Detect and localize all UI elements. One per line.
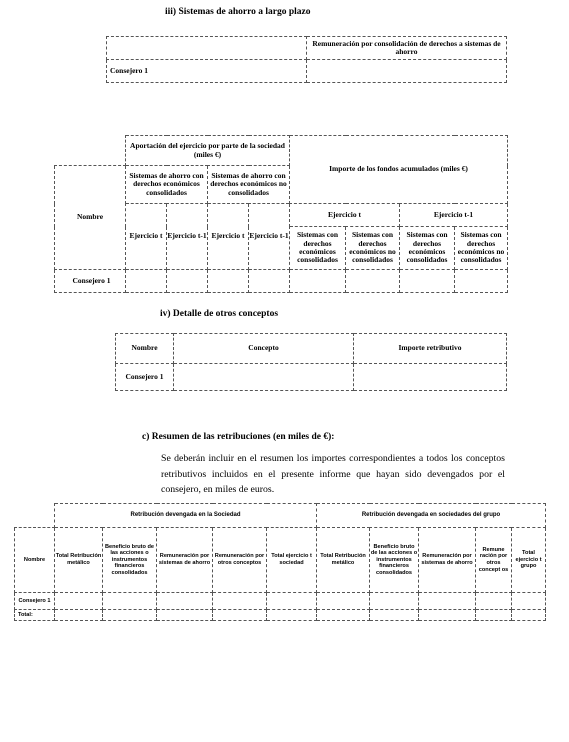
header-nombre: Nombre bbox=[15, 528, 55, 593]
data-cell bbox=[512, 593, 546, 610]
header-remuneracion-otros-conceptos: Remuneración por otros conceptos bbox=[213, 528, 267, 593]
row-label-consejero-1: Consejero 1 bbox=[15, 593, 55, 610]
header-beneficio-bruto-grupo: Beneficio bruto de las acciones o instrumentos financieros consolidados bbox=[370, 528, 419, 593]
data-cell bbox=[346, 270, 400, 293]
data-cell bbox=[157, 593, 213, 610]
header-importe-retributivo: Importe retributivo bbox=[354, 334, 507, 364]
data-cell bbox=[455, 270, 508, 293]
header-total-ejercicio-sociedad: Total ejercicio t sociedad bbox=[267, 528, 317, 593]
data-cell bbox=[249, 270, 290, 293]
data-cell bbox=[419, 593, 476, 610]
header-ejercicio-t1-group: Ejercicio t-1 bbox=[400, 204, 508, 227]
header-remuneracion-consolidacion: Remuneración por consolidación de derechos a sistemas de ahorro bbox=[307, 37, 507, 60]
table-otros-conceptos bbox=[115, 333, 507, 391]
header-beneficio-bruto: Beneficio bruto de las acciones o instrumentos financieros consolidados bbox=[103, 528, 157, 593]
data-cell bbox=[126, 270, 167, 293]
header-ejercicio-t: Ejercicio t bbox=[208, 204, 249, 270]
header-remuneracion-sistemas-ahorro-grupo: Remuneración por sistemas de ahorro bbox=[419, 528, 476, 593]
summary-paragraph: Se deberán incluir en el resumen los importes correspondientes a todos los conceptos retributivos incluidos en el presente informe que hayan sido devengados por el consejero, en miles de euros. bbox=[161, 453, 505, 495]
header-importe-fondos: Importe de los fondos acumulados (miles €) bbox=[290, 136, 508, 204]
data-cell bbox=[317, 593, 370, 610]
data-cell bbox=[476, 593, 512, 610]
header-sistemas-no-consolidados: Sistemas con derechos económicos no consolidados bbox=[346, 227, 400, 270]
data-cell bbox=[400, 270, 455, 293]
data-cell bbox=[55, 610, 103, 621]
data-cell bbox=[213, 593, 267, 610]
data-cell bbox=[419, 610, 476, 621]
table-sistemas-ahorro bbox=[54, 135, 508, 293]
data-cell bbox=[307, 60, 507, 83]
data-cell bbox=[55, 593, 103, 610]
data-cell bbox=[370, 610, 419, 621]
header-total-retribucion-metalico: Total Retribución metálico bbox=[55, 528, 103, 593]
data-cell bbox=[174, 364, 354, 391]
data-cell bbox=[103, 593, 157, 610]
row-label-total: Total: bbox=[15, 610, 55, 621]
section-heading-c: c) Resumen de las retribuciones (en miles de €): bbox=[142, 432, 335, 442]
empty-cell bbox=[55, 136, 126, 166]
data-cell bbox=[103, 610, 157, 621]
data-cell bbox=[290, 270, 346, 293]
header-nombre: Nombre bbox=[55, 166, 126, 270]
header-remuneracion-otros-conceptos-grupo: Remune ración por otros concept os bbox=[476, 528, 512, 593]
header-sin-derechos: Sistemas de ahorro con derechos económicos no consolidados bbox=[208, 166, 290, 204]
header-concepto: Concepto bbox=[174, 334, 354, 364]
data-cell bbox=[157, 610, 213, 621]
header-ejercicio-t1: Ejercicio t-1 bbox=[167, 204, 208, 270]
section-heading-iv: iv) Detalle de otros conceptos bbox=[160, 309, 279, 319]
empty-cell bbox=[15, 504, 55, 528]
data-cell bbox=[476, 610, 512, 621]
header-retribucion-sociedad: Retribución devengada en la Sociedad bbox=[55, 504, 317, 528]
section-heading-iii: iii) Sistemas de ahorro a largo plazo bbox=[165, 7, 311, 17]
data-cell bbox=[213, 610, 267, 621]
header-ejercicio-t: Ejercicio t bbox=[126, 204, 167, 270]
row-label-consejero-1: Consejero 1 bbox=[55, 270, 126, 293]
header-ejercicio-t-group: Ejercicio t bbox=[290, 204, 400, 227]
data-cell bbox=[208, 270, 249, 293]
data-cell bbox=[317, 610, 370, 621]
header-sistemas-consolidados: Sistemas con derechos económicos consolidados bbox=[400, 227, 455, 270]
header-ejercicio-t1: Ejercicio t-1 bbox=[249, 204, 290, 270]
data-cell bbox=[512, 610, 546, 621]
row-label-consejero-1: Consejero 1 bbox=[116, 364, 174, 391]
table-remuneracion-consolidacion bbox=[106, 36, 507, 83]
header-nombre: Nombre bbox=[116, 334, 174, 364]
data-cell bbox=[354, 364, 507, 391]
header-total-retribucion-metalico-grupo: Total Retribución metálico bbox=[317, 528, 370, 593]
data-cell bbox=[167, 270, 208, 293]
table-resumen-retribuciones bbox=[14, 503, 546, 621]
data-cell bbox=[370, 593, 419, 610]
data-cell bbox=[267, 610, 317, 621]
row-label-consejero-1: Consejero 1 bbox=[107, 60, 307, 83]
data-cell bbox=[267, 593, 317, 610]
header-con-derechos: Sistemas de ahorro con derechos económicos consolidados bbox=[126, 166, 208, 204]
header-total-ejercicio-grupo: Total ejercicio t grupo bbox=[512, 528, 546, 593]
header-retribucion-grupo: Retribución devengada en sociedades del grupo bbox=[317, 504, 546, 528]
empty-cell bbox=[107, 37, 307, 60]
header-remuneracion-sistemas-ahorro: Remuneración por sistemas de ahorro bbox=[157, 528, 213, 593]
header-sistemas-no-consolidados: Sistemas con derechos económicos no consolidados bbox=[455, 227, 508, 270]
header-sistemas-consolidados: Sistemas con derechos económicos consolidados bbox=[290, 227, 346, 270]
header-aportacion: Aportación del ejercicio por parte de la sociedad (miles €) bbox=[126, 136, 290, 166]
